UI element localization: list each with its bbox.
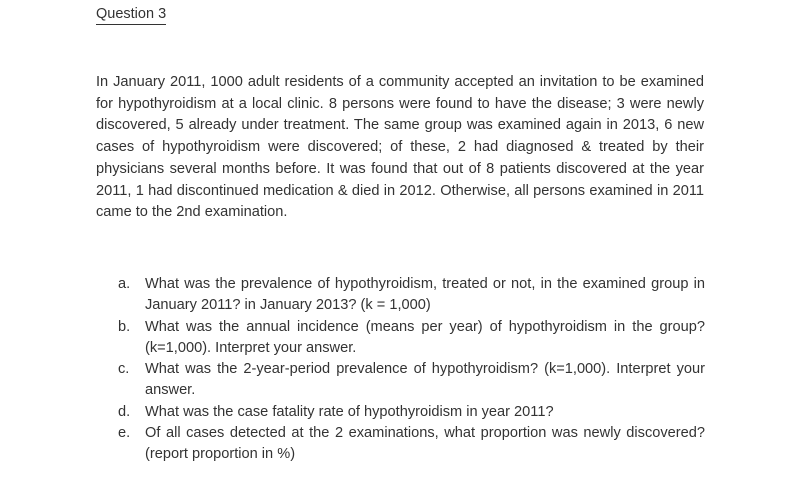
sub-question-text: What was the 2-year-period prevalence of hypothyroidism? (k=1,000). Interpret your answer. [145, 361, 705, 399]
sub-question-text: What was the prevalence of hypothyroidism, treated or not, in the examined group in January 2011? in January 2013? (k = 1,000) [145, 276, 705, 314]
sub-question-d [118, 402, 705, 423]
sub-question-text: What was the annual incidence (means per year) of hypothyroidism in the group? (k=1,000). Interpret your answer. [145, 318, 705, 356]
sub-question-marker: a. [118, 276, 131, 292]
sub-question-marker: d. [118, 403, 131, 420]
sub-question-text: Of all cases detected at the 2 examinations, what proportion was newly discovered? (report proportion in %) [145, 425, 705, 463]
sub-question-e [118, 423, 705, 466]
sub-question-c [118, 359, 705, 402]
sub-question-marker: c. [118, 361, 130, 378]
sub-question-a [118, 274, 705, 317]
sub-question-text: What was the case fatality rate of hypothyroidism in year 2011? [145, 403, 554, 420]
sub-question-b [118, 317, 705, 360]
question-title: Question 3 [96, 5, 166, 25]
problem-statement: In January 2011, 1000 adult residents of a community accepted an invitation to be examined for hypothyroidism at a local clinic. 8 persons were found to have the disease; 3 were newly discovered, 5 already under treatment. The same group was examined again in 2013, 6 new cases of hypothyroidism were discovered; of these, 2 had diagnosed & treated by their physicians several months before. It was found that out of 8 patients discovered at the year 2011, 1 had discontinued medication & died in 2012. Otherwise, all persons examined in 2011 came to the 2nd examination. [96, 74, 704, 221]
sub-question-list [118, 274, 705, 466]
sub-question-marker: b. [118, 318, 131, 335]
sub-question-marker: e. [118, 425, 131, 442]
